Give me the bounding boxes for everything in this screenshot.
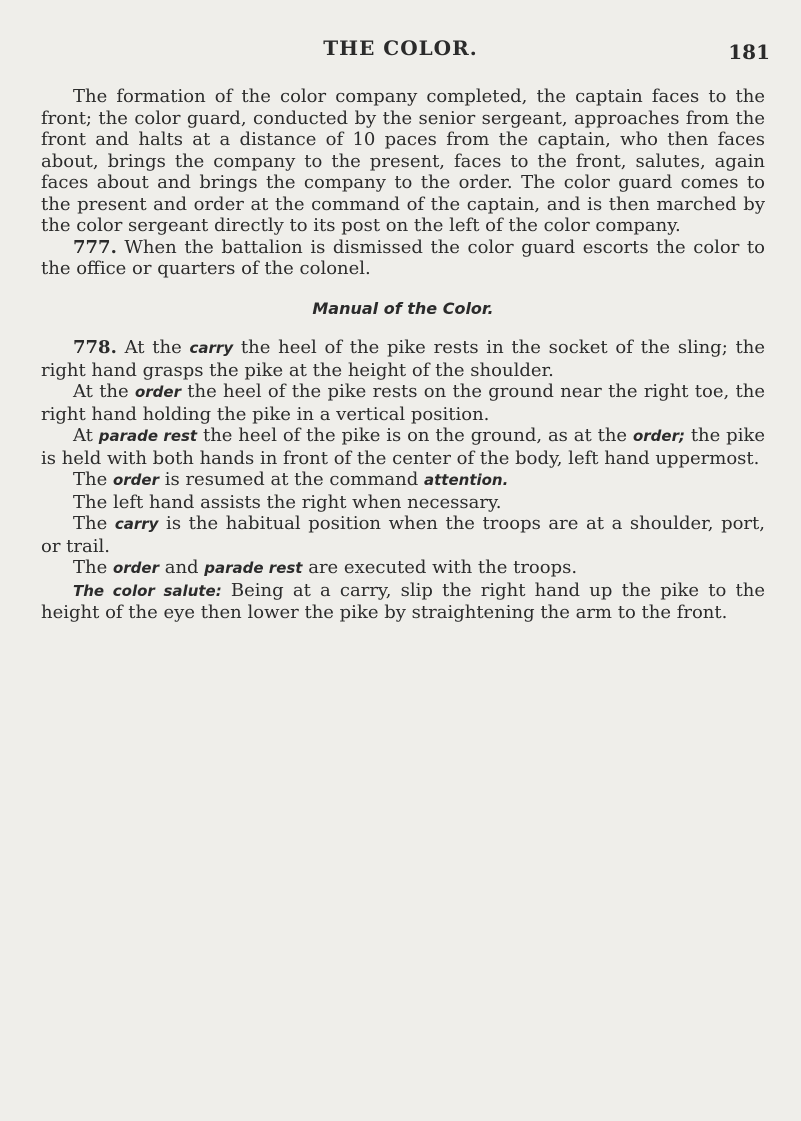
paragraph-order [41, 381, 765, 425]
section-heading: Manual of the Color. [312, 298, 494, 318]
text-run: Being at a carry, slip the right hand up the pike to the height of the eye then lower the pike by straightening the arm to the front. [41, 579, 765, 623]
running-head [0, 36, 801, 66]
body-text [41, 86, 765, 624]
text-run: The [73, 469, 113, 490]
term-parade-rest: parade rest [204, 559, 303, 577]
term-carry: carry [114, 515, 159, 533]
paragraph-left-hand: The left hand assists the right when necessary. [73, 491, 502, 513]
term-order: order; [632, 427, 685, 445]
paragraph-text: When the battalion is dismissed the color guard escorts the color to the office or quarters of the colonel. [41, 236, 765, 279]
paragraph-778 [41, 337, 765, 381]
paragraph-formation: The formation of the color company completed, the captain faces to the front; the color guard, conducted by the senior sergeant, approaches from the front and halts at a distance of 10 paces from the captain, who then faces about, brings the company to the present, faces to the front, salutes, again faces about and brings the company to the order. The color guard comes to the present and order at the command of the captain, and is then marched by the color sergeant directly to its post on the left of the color company. [41, 86, 765, 236]
running-title: THE COLOR. [323, 36, 478, 60]
paragraph-number: 778. [73, 337, 117, 358]
text-run: is the habitual position when the troops are at a shoulder, port, or trail. [41, 513, 765, 557]
text-run: At the [73, 381, 135, 402]
term-carry: carry [189, 339, 234, 357]
paragraph-order-resumed [41, 469, 765, 492]
term-attention: attention. [424, 471, 509, 489]
paragraph-with-troops [41, 557, 765, 580]
term-parade-rest: parade rest [98, 427, 198, 445]
text-run: At the [116, 337, 190, 358]
page-number: 181 [728, 40, 770, 64]
text-run: the pike is held with both hands in front of the center of the body, left hand uppermost. [41, 425, 766, 469]
paragraph-color-salute [41, 580, 765, 624]
text-run: the heel of the pike rests on the ground near the right toe, the right hand holding the pike in a vertical position. [41, 381, 765, 425]
paragraph-parade-rest [41, 425, 765, 469]
text-run: are executed with the troops. [302, 557, 578, 578]
text-run: The [73, 513, 115, 534]
term-order: order [112, 471, 159, 489]
text-run: and [159, 557, 205, 578]
paragraph-carry-habitual [41, 513, 765, 557]
paragraph-777 [41, 237, 765, 280]
text-run: the heel of the pike is on the ground, as at the [197, 425, 633, 446]
term-order: order [112, 559, 159, 577]
term-order: order [134, 383, 181, 401]
text-run: is resumed at the command [159, 469, 424, 490]
text-run: the heel of the pike rests in the socket of the sling; the right hand grasps the pike at the height of the shoulder. [41, 337, 765, 381]
text-run: The [73, 557, 113, 578]
term-color-salute: The color salute: [73, 581, 222, 600]
text-run: At [73, 425, 99, 446]
paragraph-number: 777. [73, 236, 117, 258]
